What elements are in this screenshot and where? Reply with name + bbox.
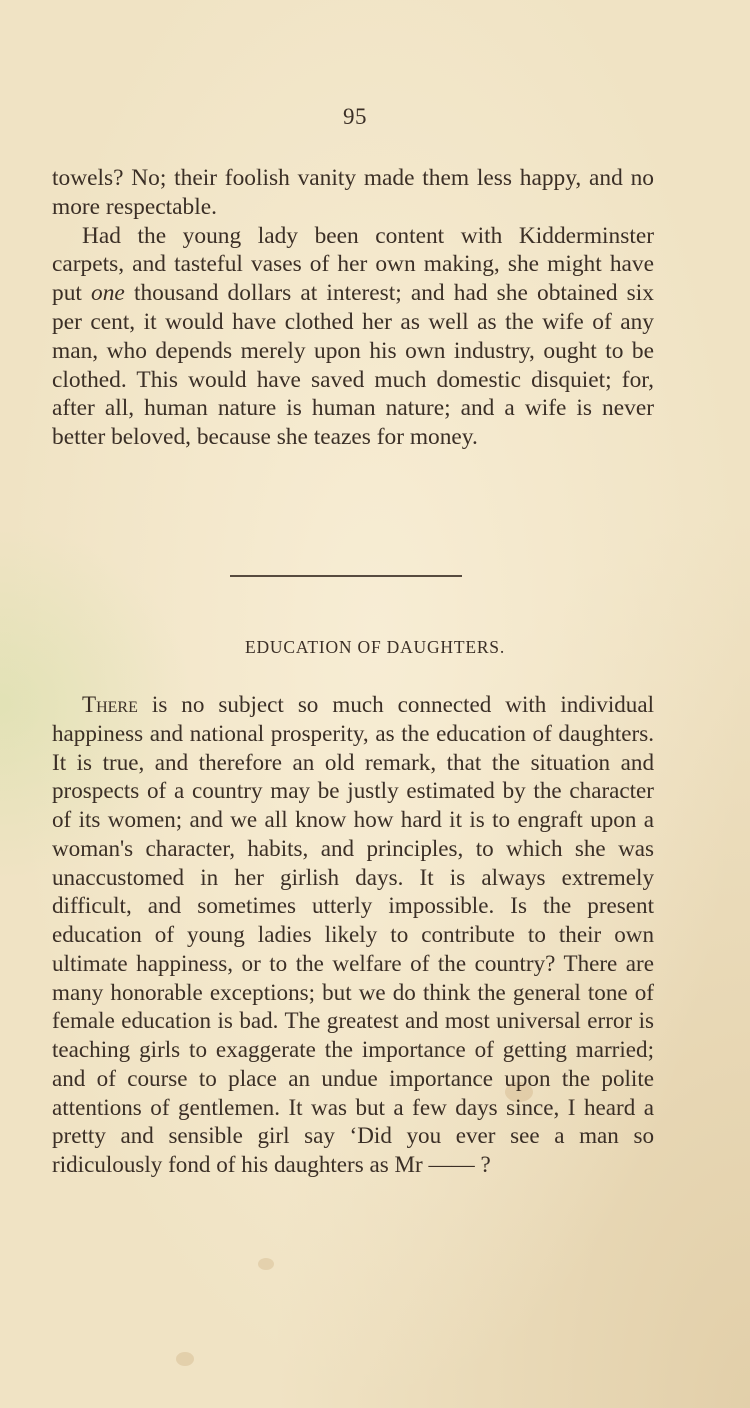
- emphasis-one: one: [91, 280, 125, 307]
- page-number: 95: [343, 104, 367, 129]
- top-text-block: [52, 164, 654, 452]
- paragraph-carpets-after: thousand dollars at interest; and had she obtained six per cent, it would have clothed her as well as the wife of any man, who depends merely upon his own industry, ought to be clothed. This would have saved much domestic disquiet; for, after all, human nature is human nature; and a wife is never better beloved, because she teazes for money.: [52, 280, 654, 451]
- section-paragraph: [52, 690, 654, 1179]
- section-heading: EDUCATION OF DAUGHTERS.: [245, 637, 505, 657]
- page-stain: [258, 1258, 274, 1270]
- paragraph-carpets-before: Had the young lady been content with Kidderminster carpets, and tasteful vases of her own making, she might have put: [52, 222, 654, 307]
- section-body: [52, 690, 654, 1179]
- lead-word: There: [82, 691, 138, 717]
- section-paragraph-text: is no subject so much connected with individual happiness and national prosperity, as the education of daughters. It is true, and therefore an old remark, that the situation and prospects of a country may be justly estimated by the character of its women; and we all know how hard it is to engraft upon a woman's character, habits, and principles, to which she was unaccustomed in her girlish days. It is always extremely difficult, and sometimes utterly impossible. Is the present education of young ladies likely to contribute to their own ultimate happiness, or to the welfare of the country? There are many honorable exceptions; but we do think the general tone of female education is bad. The greatest and most universal error is teaching girls to exaggerate the importance of getting married; and of course to place an undue importance upon the polite attentions of gentlemen. It was but a few days since, I heard a pretty and sensible girl say ‘Did you ever see a man so ridiculously fond of his daughters as Mr —— ?: [52, 691, 654, 1177]
- page-stain: [176, 1352, 194, 1366]
- section-divider: [230, 575, 462, 577]
- paragraph-continuation: towels? No; their foolish vanity made them less happy, and no more respectable.: [52, 165, 654, 220]
- paragraph-carpets: [52, 222, 654, 452]
